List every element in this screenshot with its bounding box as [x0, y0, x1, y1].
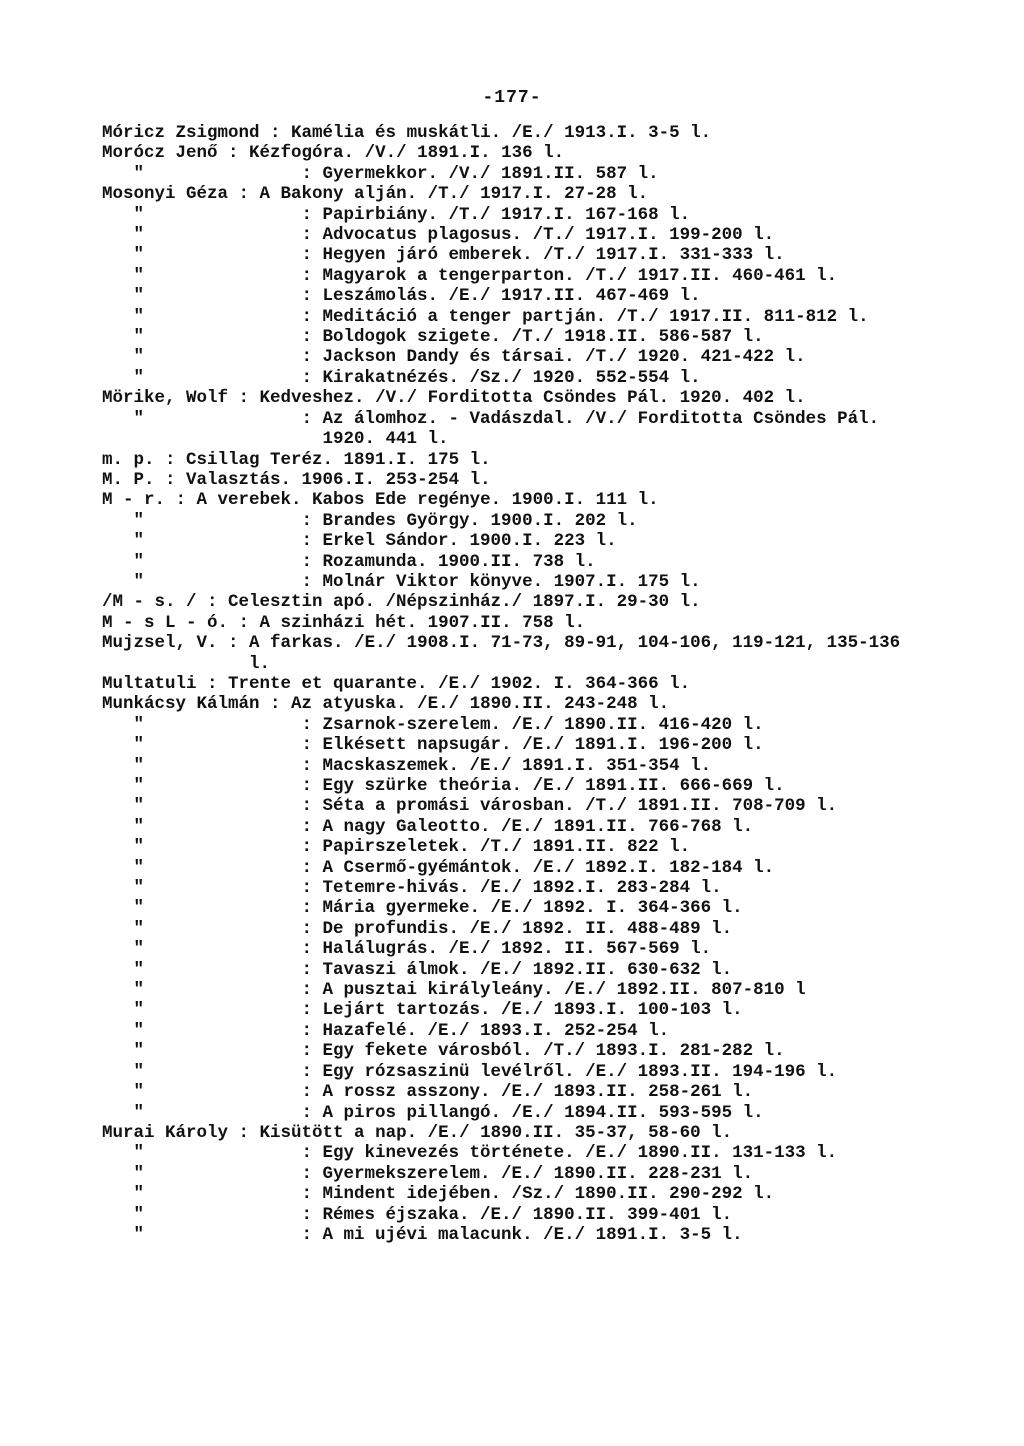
- entry-row: [102, 552, 912, 572]
- entry-author: M - r.: [102, 490, 166, 511]
- entry-text: Kirakatnézés. /Sz./ 1920. 552-554 l.: [322, 367, 701, 388]
- entry-text: A rossz asszony. /E./ 1893.II. 258-261 l.: [322, 1082, 754, 1103]
- entry-row: [102, 1143, 912, 1163]
- entry-row: [102, 572, 912, 592]
- entry-text: A piros pillangó. /E./ 1894.II. 593-595 l.: [322, 1102, 764, 1123]
- entry-text: Az atyuska. /E./ 1890.II. 243-248 l.: [291, 694, 670, 715]
- entry-text: Kamélia és muskátli. /E./ 1913.I. 3-5 l.: [291, 123, 712, 143]
- entry-separator: :: [291, 1082, 323, 1103]
- entry-author: ": [133, 1204, 145, 1225]
- entry-text: Csillag Teréz. 1891.I. 175 l.: [186, 449, 491, 470]
- entry-separator: :: [291, 327, 323, 348]
- entry-author: ": [133, 571, 145, 592]
- entry-text: Egy szürke theória. /E./ 1891.II. 666-669 l.: [322, 776, 785, 796]
- entry-separator: :: [291, 551, 323, 572]
- entry-author: ": [133, 1184, 145, 1205]
- entry-row: [102, 1225, 912, 1245]
- entry-text: Kisütött a nap. /E./ 1890.II. 35-37, 58-60 l.: [259, 1122, 733, 1143]
- entry-text: Kedveshez. /V./ Forditotta Csöndes Pál. 1920. 402 l.: [259, 388, 806, 409]
- entry-text: Rémes éjszaka. /E./ 1890.II. 399-401 l.: [322, 1204, 733, 1225]
- entry-separator: :: [228, 1122, 260, 1143]
- entry-text: Zsarnok-szerelem. /E./ 1890.II. 416-420 l.: [322, 714, 764, 735]
- entry-row: [102, 1041, 912, 1061]
- entry-separator: :: [291, 1020, 323, 1041]
- entry-row: [102, 1021, 912, 1041]
- entry-author: ": [133, 327, 145, 348]
- entry-separator: :: [291, 898, 323, 919]
- entry-separator: :: [291, 796, 323, 817]
- entry-separator: :: [217, 143, 250, 164]
- entry-row: [102, 939, 912, 959]
- entry-text: Meditáció a tenger partján. /T./ 1917.II. 811-812 l.: [322, 306, 869, 327]
- entry-row: [102, 286, 912, 306]
- entry-row: [102, 347, 912, 367]
- entry-text: Boldogok szigete. /T./ 1918.II. 586-587 l.: [322, 327, 764, 348]
- entry-text: Lejárt tartozás. /E./ 1893.I. 100-103 l.: [322, 1000, 743, 1021]
- entry-author: m. p.: [102, 449, 155, 470]
- entry-author: ": [133, 939, 145, 960]
- entry-text: Mindent idejében. /Sz./ 1890.II. 290-292 l.: [322, 1184, 775, 1205]
- entry-author: ": [133, 735, 145, 756]
- entry-author: ": [133, 816, 145, 837]
- entry-separator: :: [291, 163, 323, 184]
- entry-author: ": [133, 1143, 145, 1164]
- entry-author: ": [133, 1041, 145, 1062]
- entry-text: Hegyen járó emberek. /T./ 1917.I. 331-333 l.: [322, 245, 785, 266]
- entry-separator: :: [291, 347, 323, 368]
- entry-text: A nagy Galeotto. /E./ 1891.II. 766-768 l.: [322, 816, 754, 837]
- entry-text: A verebek. Kabos Ede regénye. 1900.I. 111 l.: [196, 490, 659, 511]
- entry-author: ": [133, 1102, 145, 1123]
- entry-author: ": [133, 551, 145, 572]
- entry-author: ": [133, 1000, 145, 1021]
- entry-author: ": [133, 286, 145, 307]
- entry-author: Munkácsy Kálmán: [102, 694, 260, 715]
- entry-text: Trente et quarante. /E./ 1902. I. 364-366 l.: [228, 673, 691, 694]
- entry-separator: :: [291, 1224, 323, 1245]
- entry-author: ": [133, 959, 145, 980]
- entry-separator: :: [291, 1163, 323, 1184]
- entry-author: ": [133, 918, 145, 939]
- entry-separator: :: [291, 286, 323, 307]
- entry-separator: :: [259, 123, 292, 143]
- entry-text: Egy kinevezés története. /E./ 1890.II. 131-133 l.: [322, 1143, 838, 1164]
- bibliography-list: [102, 123, 912, 1245]
- entry-text: Brandes György. 1900.I. 202 l.: [322, 510, 638, 531]
- entry-author: M. P.: [102, 469, 155, 490]
- entry-row: [102, 1205, 912, 1225]
- entry-author: M - s L - ó.: [102, 612, 229, 633]
- entry-row: [102, 143, 912, 163]
- entry-row: [102, 674, 912, 694]
- entry-row: [102, 245, 912, 265]
- entry-row: [102, 1000, 912, 1020]
- entry-text: Hazafelé. /E./ 1893.I. 252-254 l.: [322, 1020, 670, 1041]
- entry-text: Az álomhoz. - Vadászdal. /V./ Forditotta Csöndes Pál. 1920. 441 l.: [322, 408, 880, 450]
- entry-author: ": [133, 367, 145, 388]
- entry-separator: :: [291, 776, 323, 796]
- entry-text: Advocatus plagosus. /T./ 1917.I. 199-200 l.: [322, 225, 775, 246]
- entry-separator: :: [291, 1061, 323, 1082]
- entry-row: [102, 266, 912, 286]
- entry-row: [102, 592, 912, 612]
- entry-row: [102, 735, 912, 755]
- entry-separator: :: [291, 204, 323, 225]
- entry-author: ": [133, 1061, 145, 1082]
- entry-row: [102, 225, 912, 245]
- entry-separator: :: [165, 490, 197, 511]
- entry-text: Magyarok a tengerparton. /T./ 1917.II. 460-461 l.: [322, 265, 838, 286]
- entry-separator: :: [228, 612, 260, 633]
- entry-text: A Bakony alján. /T./ 1917.I. 27-28 l.: [259, 184, 649, 205]
- entry-separator: :: [291, 857, 323, 878]
- entry-row: [102, 368, 912, 388]
- entry-separator: :: [291, 245, 323, 266]
- entry-row: [102, 1082, 912, 1102]
- entry-row: [102, 409, 912, 450]
- entry-author: ": [133, 1020, 145, 1041]
- entry-author: ": [133, 265, 145, 286]
- entry-separator: :: [291, 1184, 323, 1205]
- entry-text: Rozamunda. 1900.II. 738 l.: [322, 551, 596, 572]
- entry-separator: :: [291, 939, 323, 960]
- entry-separator: :: [228, 388, 260, 409]
- entry-separator: :: [291, 1041, 323, 1062]
- entry-text: Kézfogóra. /V./ 1891.I. 136 l.: [249, 143, 565, 164]
- entry-text: Erkel Sándor. 1900.I. 223 l.: [322, 531, 617, 552]
- entry-author: ": [133, 347, 145, 368]
- entry-separator: :: [196, 592, 229, 613]
- entry-author: Multatuli: [102, 673, 197, 694]
- entry-row: [102, 837, 912, 857]
- entry-separator: :: [291, 408, 323, 429]
- entry-author: ": [133, 1082, 145, 1103]
- entry-author: ": [133, 204, 145, 225]
- entry-author: ": [133, 408, 145, 429]
- entry-author: ": [133, 306, 145, 327]
- page-number: -177-: [482, 88, 542, 108]
- entry-text: A szinházi hét. 1907.II. 758 l.: [259, 612, 586, 633]
- entry-author: Mörike, Wolf: [102, 388, 229, 409]
- entry-author: ": [133, 980, 145, 1001]
- entry-separator: :: [291, 959, 323, 980]
- entry-text: Tavaszi álmok. /E./ 1892.II. 630-632 l.: [322, 959, 733, 980]
- entry-text: Leszámolás. /E./ 1917.II. 467-469 l.: [322, 286, 701, 307]
- entry-row: [102, 817, 912, 837]
- entry-row: [102, 919, 912, 939]
- entry-author: Mosonyi Géza: [102, 184, 229, 205]
- entry-row: [102, 960, 912, 980]
- entry-text: Valasztás. 1906.I. 253-254 l.: [186, 469, 491, 490]
- entry-author: ": [133, 714, 145, 735]
- entry-row: [102, 164, 912, 184]
- entry-separator: :: [291, 714, 323, 735]
- entry-author: ": [133, 878, 145, 899]
- entry-row: [102, 327, 912, 347]
- entry-text: Halálugrás. /E./ 1892. II. 567-569 l.: [322, 939, 712, 960]
- entry-row: [102, 715, 912, 735]
- entry-text: Séta a promási városban. /T./ 1891.II. 708-709 l.: [322, 796, 838, 817]
- entry-author: ": [133, 796, 145, 817]
- entry-author: ": [133, 1163, 145, 1184]
- entry-separator: :: [291, 1000, 323, 1021]
- entry-text: Gyermekkor. /V./ 1891.II. 587 l.: [322, 163, 659, 184]
- entry-separator: :: [291, 1204, 323, 1225]
- entry-row: [102, 878, 912, 898]
- entry-row: [102, 633, 912, 674]
- entry-separator: :: [196, 673, 229, 694]
- entry-separator: :: [291, 265, 323, 286]
- entry-row: [102, 1164, 912, 1184]
- entry-text: Macskaszemek. /E./ 1891.I. 351-354 l.: [322, 755, 712, 776]
- entry-row: [102, 796, 912, 816]
- entry-text: Papirszeletek. /T./ 1891.II. 822 l.: [322, 837, 691, 858]
- entry-row: [102, 694, 912, 714]
- entry-row: [102, 1062, 912, 1082]
- entry-separator: :: [259, 694, 292, 715]
- entry-separator: :: [291, 878, 323, 899]
- entry-author: ": [133, 837, 145, 858]
- entry-separator: :: [291, 980, 323, 1001]
- entry-text: A mi ujévi malacunk. /E./ 1891.I. 3-5 l.: [322, 1224, 743, 1245]
- entry-author: ": [133, 225, 145, 246]
- entry-row: [102, 205, 912, 225]
- entry-text: A pusztai királyleány. /E./ 1892.II. 807-810 l: [322, 980, 806, 1001]
- entry-separator: :: [154, 469, 187, 490]
- entry-author: ": [133, 163, 145, 184]
- entry-separator: :: [228, 184, 260, 205]
- entry-row: [102, 531, 912, 551]
- entry-author: ": [133, 776, 145, 796]
- entry-author: ": [133, 1224, 145, 1245]
- entry-separator: :: [291, 735, 323, 756]
- entry-separator: :: [291, 571, 323, 592]
- entry-separator: :: [291, 837, 323, 858]
- entry-separator: :: [291, 510, 323, 531]
- entry-row: [102, 776, 912, 796]
- entry-row: [102, 1123, 912, 1143]
- entry-row: [102, 490, 912, 510]
- entry-row: [102, 756, 912, 776]
- entry-author: Murai Károly: [102, 1122, 229, 1143]
- entry-separator: :: [291, 1143, 323, 1164]
- entry-row: [102, 1103, 912, 1123]
- entry-separator: :: [291, 306, 323, 327]
- entry-row: [102, 858, 912, 878]
- entry-author: /M - s. /: [102, 592, 197, 613]
- entry-text: A farkas. /E./ 1908.I. 71-73, 89-91, 104-106, 119-121, 135-136 l.: [249, 633, 901, 674]
- entry-text: Gyermekszerelem. /E./ 1890.II. 228-231 l.: [322, 1163, 754, 1184]
- entry-text: Egy rózsaszinü levélről. /E./ 1893.II. 194-196 l.: [322, 1061, 838, 1082]
- entry-text: A Csermő-gyémántok. /E./ 1892.I. 182-184 l.: [322, 857, 775, 878]
- entry-row: [102, 123, 912, 143]
- entry-author: Mujzsel, V.: [102, 633, 218, 654]
- entry-separator: :: [291, 531, 323, 552]
- entry-row: [102, 898, 912, 918]
- entry-separator: :: [291, 1102, 323, 1123]
- entry-separator: :: [291, 225, 323, 246]
- entry-text: Elkésett napsugár. /E./ 1891.I. 196-200 l.: [322, 735, 764, 756]
- entry-row: [102, 980, 912, 1000]
- entry-row: [102, 511, 912, 531]
- entry-separator: :: [291, 755, 323, 776]
- entry-text: Papirbiány. /T./ 1917.I. 167-168 l.: [322, 204, 691, 225]
- entry-separator: :: [291, 816, 323, 837]
- entry-text: Egy fekete városból. /T./ 1893.I. 281-282 l.: [322, 1041, 785, 1062]
- entry-author: Morócz Jenő: [102, 143, 218, 164]
- entry-author: ": [133, 857, 145, 878]
- entry-author: ": [133, 245, 145, 266]
- entry-author: ": [133, 510, 145, 531]
- entry-row: [102, 184, 912, 204]
- entry-author: ": [133, 898, 145, 919]
- entry-row: [102, 307, 912, 327]
- entry-row: [102, 470, 912, 490]
- entry-text: De profundis. /E./ 1892. II. 488-489 l.: [322, 918, 733, 939]
- entry-text: Tetemre-hivás. /E./ 1892.I. 283-284 l.: [322, 878, 722, 899]
- entry-separator: :: [291, 367, 323, 388]
- entry-row: [102, 450, 912, 470]
- entry-author: Móricz Zsigmond: [102, 123, 260, 143]
- entry-separator: :: [291, 918, 323, 939]
- entry-text: Jackson Dandy és társai. /T./ 1920. 421-422 l.: [322, 347, 806, 368]
- entry-row: [102, 388, 912, 408]
- entry-separator: :: [154, 449, 187, 470]
- entry-author: ": [133, 755, 145, 776]
- entry-text: Celesztin apó. /Népszinház./ 1897.I. 29-30 l.: [228, 592, 701, 613]
- entry-text: Molnár Viktor könyve. 1907.I. 175 l.: [322, 571, 701, 592]
- entry-separator: :: [217, 633, 250, 654]
- entry-row: [102, 613, 912, 633]
- entry-author: ": [133, 531, 145, 552]
- entry-row: [102, 1184, 912, 1204]
- entry-text: Mária gyermeke. /E./ 1892. I. 364-366 l.: [322, 898, 743, 919]
